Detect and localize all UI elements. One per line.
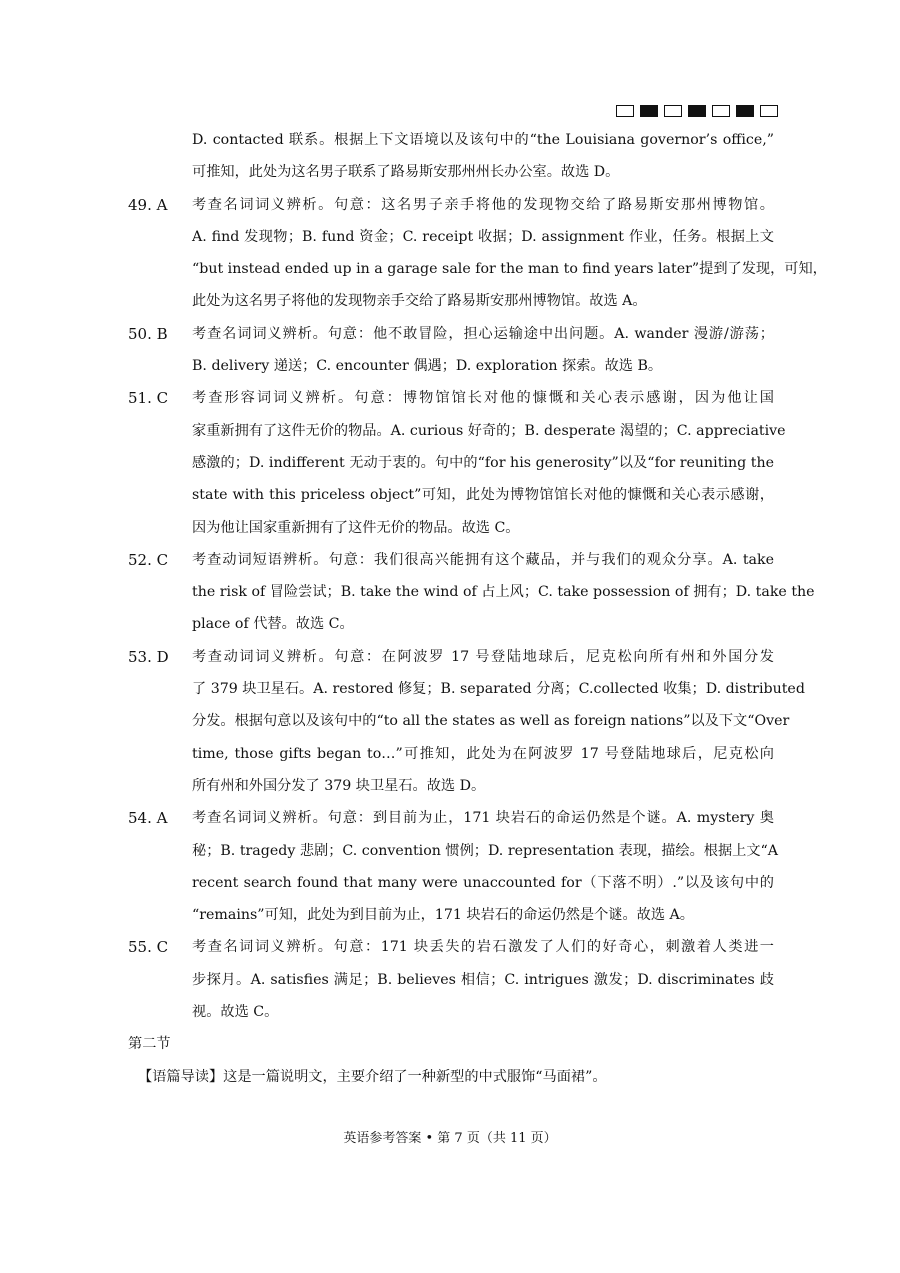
explanation-line: D. contacted 联系。根据上下文语境以及该句中的“the Louisiana governor’s office,”	[192, 132, 774, 148]
answer-item	[128, 544, 815, 641]
corner-mark	[712, 105, 730, 117]
explanation-line: 此处为这名男子将他的发现物亲手交给了路易斯安那州博物馆。故选 A。	[192, 293, 647, 310]
answer-item	[128, 641, 805, 802]
explanation-line: 家重新拥有了这件无价的物品。A. curious 好奇的；B. desperate 渴望的；C. appreciative	[192, 422, 786, 439]
explanation-line: 了 379 块卫星石。A. restored 修复；B. separated 分离；C.collected 收集；D. distributed	[192, 681, 805, 698]
question-number: 53. D	[128, 647, 169, 666]
explanation-line: the risk of 冒险尝试；B. take the wind of 占上风；C. take possession of 拥有；D. take the	[192, 584, 815, 601]
corner-mark	[640, 105, 658, 117]
explanation-line: 考查名词词义辨析。句意：到目前为止，171 块岩石的命运仍然是个谜。A. mystery 奥	[192, 810, 774, 827]
corner-mark	[760, 105, 778, 117]
section-heading: 第二节	[128, 1036, 171, 1053]
corner-mark	[664, 105, 682, 117]
explanation-line: 步探月。A. satisfies 满足；B. believes 相信；C. intrigues 激发；D. discriminates 歧	[192, 971, 774, 988]
corner-mark	[736, 105, 754, 117]
explanation-line: time, those gifts began to…”可推知，此处为在阿波罗 17 号登陆地球后，尼克松向	[192, 745, 774, 762]
corner-marks	[616, 105, 778, 117]
question-number: 55. C	[128, 938, 169, 957]
answer-list	[128, 124, 827, 1028]
explanation-line: A. find 发现物；B. fund 资金；C. receipt 收据；D. assignment 作业，任务。根据上文	[192, 228, 774, 245]
explanation-line: 分发。根据句意以及该句中的“to all the states as well as foreign nations”以及下文“Over	[192, 713, 790, 730]
answer-item	[128, 382, 786, 543]
explanation-line: recent search found that many were unaccounted for（下落不明）.”以及该句中的	[192, 874, 774, 891]
explanation-line: 考查名词词义辨析。句意：这名男子亲手将他的发现物交给了路易斯安那州博物馆。	[192, 196, 774, 213]
answer-item	[128, 189, 827, 318]
explanation-line: 可推知，此处为这名男子联系了路易斯安那州州长办公室。故选 D。	[192, 164, 620, 181]
answer-item	[128, 124, 774, 189]
question-number: 49. A	[128, 195, 168, 214]
corner-mark	[688, 105, 706, 117]
passage-intro: 【语篇导读】这是一篇说明文，主要介绍了一种新型的中式服饰“马面裙”。	[138, 1068, 607, 1085]
explanation-line: 感激的；D. indifferent 无动于衷的。句中的“for his generosity”以及“for reuniting the	[192, 454, 774, 471]
explanation-line: 考查名词词义辨析。句意：他不敢冒险，担心运输途中出问题。A. wander 漫游/游荡；	[192, 325, 774, 342]
question-number: 51. C	[128, 389, 169, 408]
answer-item	[128, 802, 779, 931]
answer-item	[128, 318, 774, 383]
explanation-line: place of 代替。故选 C。	[192, 616, 354, 633]
answer-item	[128, 931, 774, 1028]
page-footer: 英语参考答案 • 第 7 页（共 11 页）	[343, 1131, 557, 1146]
explanation-line: 考查形容词词义辨析。句意：博物馆馆长对他的慷慨和关心表示感谢，因为他让国	[192, 390, 774, 407]
corner-mark	[616, 105, 634, 117]
explanation-line: “but instead ended up in a garage sale for the man to find years later”提到了发现，可知，	[192, 261, 827, 278]
explanation-line: 考查名词词义辨析。句意：171 块丢失的岩石激发了人们的好奇心，刺激着人类进一	[192, 939, 774, 956]
explanation-line: B. delivery 递送；C. encounter 偶遇；D. exploration 探索。故选 B。	[192, 358, 663, 375]
explanation-line: 因为他让国家重新拥有了这件无价的物品。故选 C。	[192, 519, 520, 536]
question-number: 52. C	[128, 550, 169, 569]
explanation-line: 所有州和外国分发了 379 块卫星石。故选 D。	[192, 777, 486, 794]
explanation-line: 秘；B. tragedy 悲剧；C. convention 惯例；D. representation 表现，描绘。根据上文“A	[192, 842, 779, 859]
question-number: 50. B	[128, 324, 168, 343]
explanation-line: 考查动词短语辨析。句意：我们很高兴能拥有这个藏品，并与我们的观众分享。A. take	[192, 551, 774, 568]
explanation-line: 视。故选 C。	[192, 1004, 279, 1021]
answer-explanations	[128, 124, 827, 1093]
explanation-line: “remains”可知，此处为到目前为止，171 块岩石的命运仍然是个谜。故选 A。	[192, 907, 694, 924]
question-number: 54. A	[128, 809, 168, 828]
explanation-line: state with this priceless object”可知，此处为博物馆馆长对他的慷慨和关心表示感谢，	[192, 487, 774, 504]
explanation-line: 考查动词词义辨析。句意：在阿波罗 17 号登陆地球后，尼克松向所有州和外国分发	[192, 648, 774, 665]
